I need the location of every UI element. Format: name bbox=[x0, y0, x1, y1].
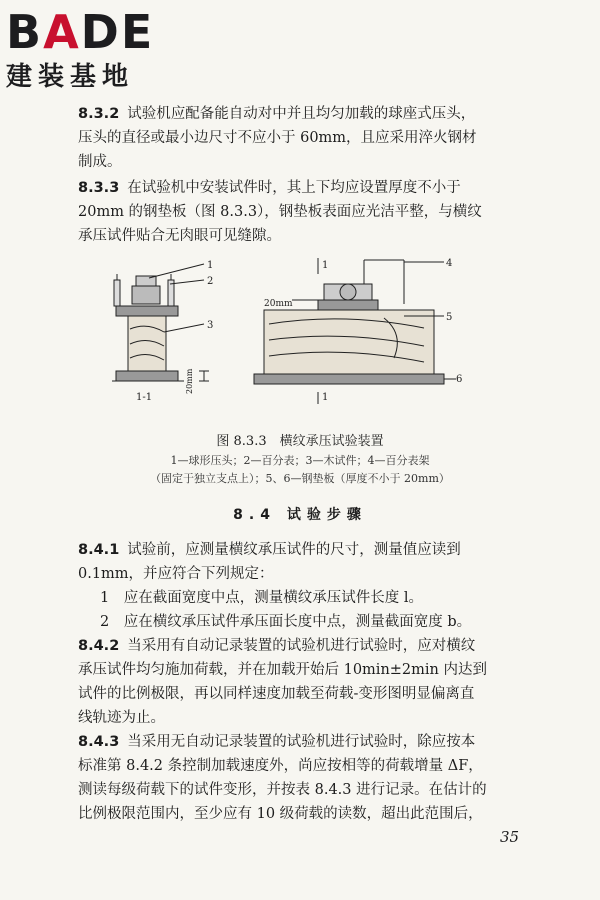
clause-8-4-1-line-1: 8.4.1 试验前，应测量横纹承压试件的尺寸，测量值应读到 bbox=[78, 542, 461, 558]
clause-8-3-3-line-2: 20mm 的钢垫板（图 8.3.3），钢垫板表面应光洁平整，与横纹 bbox=[78, 204, 482, 220]
clause-8-4-2-line-1: 8.4.2 当采用有自动记录装置的试验机进行试验时，应对横纹 bbox=[78, 638, 476, 654]
clause-8-4-1-item-1: 1 应在截面宽度中点，测量横纹承压试件长度 l。 bbox=[100, 590, 423, 606]
clause-8-4-3-line-1: 8.4.3 当采用无自动记录装置的试验机进行试验时，除应按本 bbox=[78, 734, 476, 750]
label-1-left: 1 bbox=[207, 260, 214, 271]
clause-8-4-3-line-3: 测读每级荷载下的试件变形，并按表 8.4.3 进行记录。在估计的 bbox=[78, 782, 487, 798]
clause-8-4-2-line-2: 承压试件均匀施加荷载，并在加载开始后 10min±2min 内达到 bbox=[78, 662, 487, 678]
figure-caption: 图 8.3.3 横纹承压试验装置 bbox=[216, 434, 384, 449]
clause-8-4-3-line-2: 标准第 8.4.2 条控制加载速度外，尚应按相等的荷载增量 ΔF， bbox=[78, 758, 483, 774]
label-3: 3 bbox=[207, 320, 214, 331]
clause-8-4-3-line-4: 比例极限范围内，至少应有 10 级荷载的读数，超出此范围后， bbox=[78, 806, 483, 822]
label-mark-top: 1 bbox=[322, 260, 329, 271]
logo bbox=[6, 6, 181, 94]
label-mm-left: 20mm bbox=[185, 368, 194, 394]
label-6: 6 bbox=[456, 374, 463, 385]
clause-8-3-2-line-1: 8.3.2 试验机应配备能自动对中并且均匀加载的球座式压头， bbox=[78, 106, 476, 122]
logo-wordmark: BADE bbox=[6, 5, 155, 59]
figure-legend-line-2: （固定于独立支点上）；5、6—钢垫板（厚度不小于 20mm） bbox=[150, 472, 450, 485]
logo-subtitle: 建装基地 bbox=[6, 62, 135, 92]
label-2: 2 bbox=[207, 276, 214, 287]
figure-elevation-view bbox=[254, 258, 456, 404]
clause-8-4-2-line-4: 线轨迹为止。 bbox=[78, 710, 165, 726]
clause-8-3-3-line-3: 承压试件贴合无肉眼可见缝隙。 bbox=[78, 228, 281, 244]
figure-8-3-3 bbox=[104, 254, 464, 404]
label-4: 4 bbox=[446, 258, 453, 269]
clause-8-4-1-item-2: 2 应在横纹承压试件承压面长度中点，测量截面宽度 b。 bbox=[100, 614, 472, 630]
label-mm-right: 20mm bbox=[264, 299, 293, 309]
page-number: 35 bbox=[500, 828, 520, 846]
figure-legend-line-1: 1—球形压头；2—百分表；3—木试件；4—百分表架 bbox=[170, 454, 430, 467]
clause-8-4-1-line-2: 0.1mm，并应符合下列规定： bbox=[78, 566, 274, 582]
label-mark-bottom: 1 bbox=[322, 392, 329, 403]
clause-8-3-2-line-3: 制成。 bbox=[78, 154, 122, 170]
clause-8-4-2-line-3: 试件的比例极限，再以同样速度加载至荷载-变形图明显偏离直 bbox=[78, 686, 475, 702]
label-section: 1-1 bbox=[136, 392, 153, 403]
clause-8-3-2-line-2: 压头的直径或最小边尺寸不应小于 60mm，且应采用淬火钢材 bbox=[78, 130, 477, 146]
label-5: 5 bbox=[446, 312, 453, 323]
figure-section-view bbox=[112, 264, 209, 381]
clause-8-3-3-line-1: 8.3.3 在试验机中安装试件时，其上下均应设置厚度不小于 bbox=[78, 180, 461, 196]
section-heading: 8.4 试验步骤 bbox=[233, 507, 367, 523]
